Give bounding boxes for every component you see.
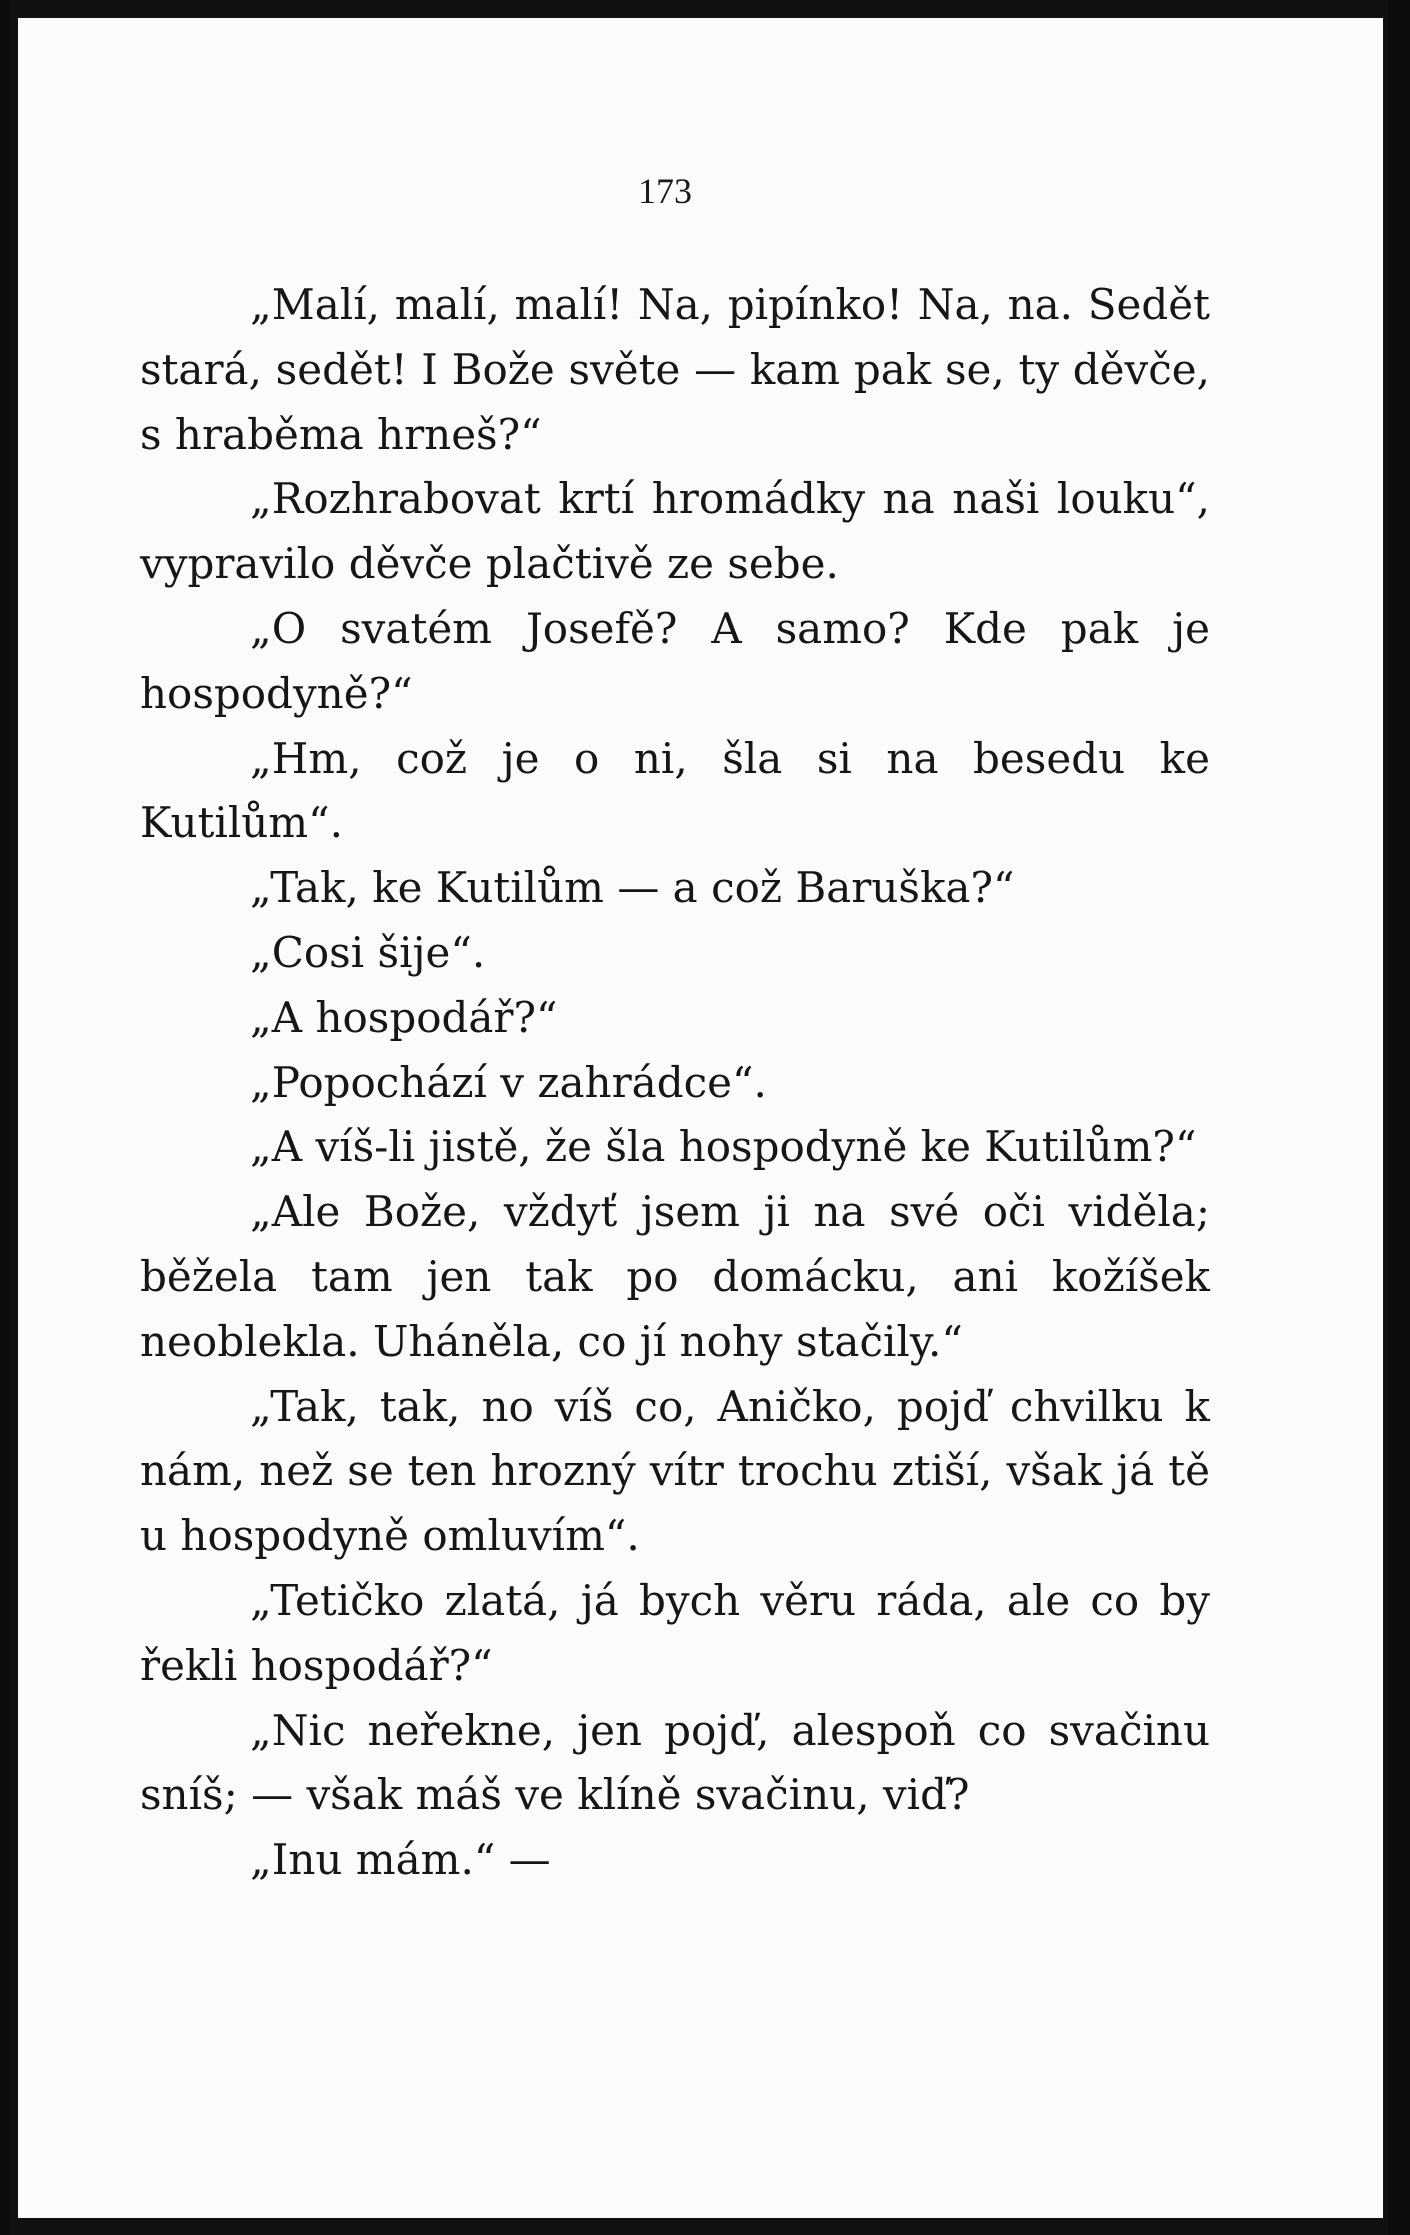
paragraph: „Tak, tak, no víš co, Aničko, pojď chvilku k nám, než se ten hrozný vítr trochu ztiší, však já tě u hospodyně omluvím“.	[140, 1381, 1210, 1561]
book-page	[18, 18, 1383, 2218]
paragraph: „Tetičko zlatá, já bych věru ráda, ale co by řekli hospodář?“	[140, 1575, 1210, 1690]
paragraph: „Ale Bože, vždyť jsem ji na své oči viděla; běžela tam jen tak po domácku, ani kožíšek neoblekla. Uháněla, co jí nohy stačily.“	[140, 1187, 1210, 1366]
paragraph: „Rozhrabovat krtí hromádky na naši louku“, vypravilo děvče plačtivě ze sebe.	[140, 474, 1210, 589]
paragraph: „O svatém Josefě? A samo? Kde pak je hospodyně?“	[140, 603, 1210, 718]
paragraph: „A hospodář?“	[250, 992, 558, 1042]
paragraph: „Popochází v zahrádce“.	[250, 1057, 767, 1107]
paragraph: „Cosi šije“.	[250, 927, 486, 977]
page-text	[140, 273, 1210, 1893]
scan-left-edge	[0, 0, 10, 2235]
paragraph: „Tak, ke Kutilům — a což Baruška?“	[250, 863, 1015, 913]
paragraph: „Nic neřekne, jen pojď, alespoň co svačinu sníš; — však máš ve klíně svačinu, viď?	[140, 1705, 1210, 1820]
paragraph: „Inu mám.“ —	[250, 1835, 551, 1885]
scan-right-edge	[1388, 0, 1410, 2235]
paragraph: „A víš-li jistě, že šla hospodyně ke Kutilům?“	[250, 1122, 1197, 1172]
paragraph: „Malí, malí, malí! Na, pipínko! Na, na. Sedět stará, sedět! I Bože světe — kam pak se, ty děvče, s hraběma hrneš?“	[140, 280, 1210, 459]
page-number: 173	[638, 171, 692, 211]
paragraph: „Hm, což je o ni, šla si na besedu ke Kutilům“.	[140, 733, 1210, 848]
